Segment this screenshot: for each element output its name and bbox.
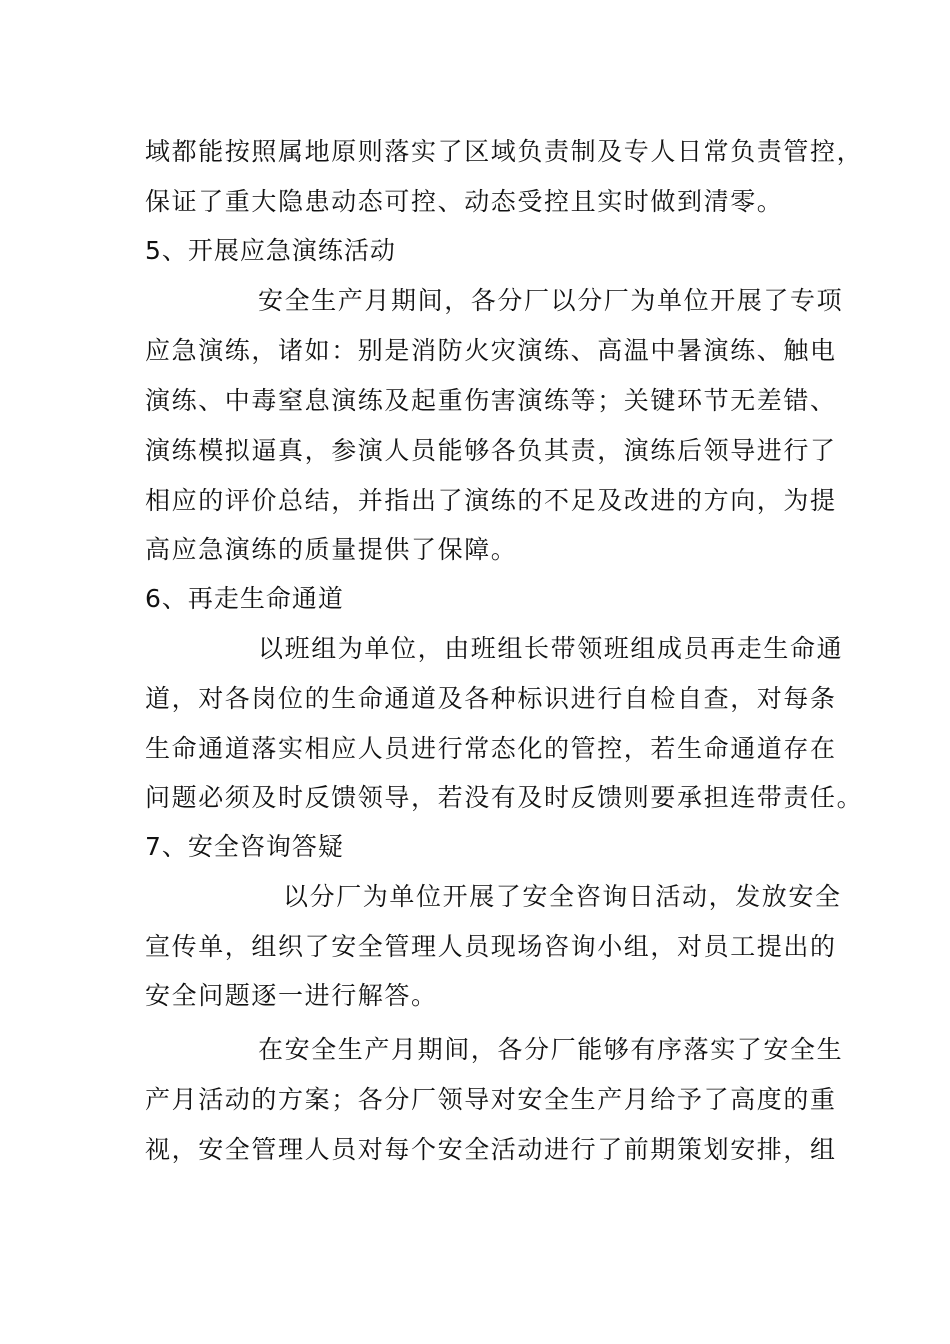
- paragraph-line: 产月活动的方案；各分厂领导对安全生产月给予了高度的重: [145, 1085, 837, 1114]
- paragraph-line: 道，对各岗位的生命通道及各种标识进行自检自查，对每条: [145, 684, 837, 713]
- section-heading-7: 7、安全咨询答疑: [145, 832, 344, 861]
- paragraph-line: 域都能按照属地原则落实了区域负责制及专人日常负责管控，: [145, 137, 864, 166]
- paragraph-line: 安全问题逐一进行解答。: [145, 981, 438, 1010]
- paragraph-line: 视，安全管理人员对每个安全活动进行了前期策划安排，组: [145, 1135, 837, 1164]
- paragraph-line: 以班组为单位，由班组长带领班组成员再走生命通: [258, 634, 844, 663]
- paragraph-line: 演练模拟逼真，参演人员能够各负其责，演练后领导进行了: [145, 436, 837, 465]
- paragraph-line: 以分厂为单位开展了安全咨询日活动，发放安全: [283, 882, 842, 911]
- paragraph-line: 问题必须及时反馈领导，若没有及时反馈则要承担连带责任。: [145, 783, 864, 812]
- paragraph-line: 保证了重大隐患动态可控、动态受控且实时做到清零。: [145, 187, 784, 216]
- paragraph-line: 相应的评价总结，并指出了演练的不足及改进的方向，为提: [145, 486, 837, 515]
- section-heading-6: 6、再走生命通道: [145, 584, 344, 613]
- paragraph-line: 在安全生产月期间，各分厂能够有序落实了安全生: [258, 1035, 844, 1064]
- paragraph-line: 宣传单，组织了安全管理人员现场咨询小组，对员工提出的: [145, 932, 837, 961]
- paragraph-line: 高应急演练的质量提供了保障。: [145, 535, 518, 564]
- paragraph-line: 生命通道落实相应人员进行常态化的管控，若生命通道存在: [145, 734, 837, 763]
- paragraph-line: 应急演练，诸如：别是消防火灾演练、高温中暑演练、触电: [145, 336, 837, 365]
- section-heading-5: 5、开展应急演练活动: [145, 236, 396, 265]
- paragraph-line: 安全生产月期间，各分厂以分厂为单位开展了专项: [258, 286, 844, 315]
- paragraph-line: 演练、中毒窒息演练及起重伤害演练等；关键环节无差错、: [145, 386, 837, 415]
